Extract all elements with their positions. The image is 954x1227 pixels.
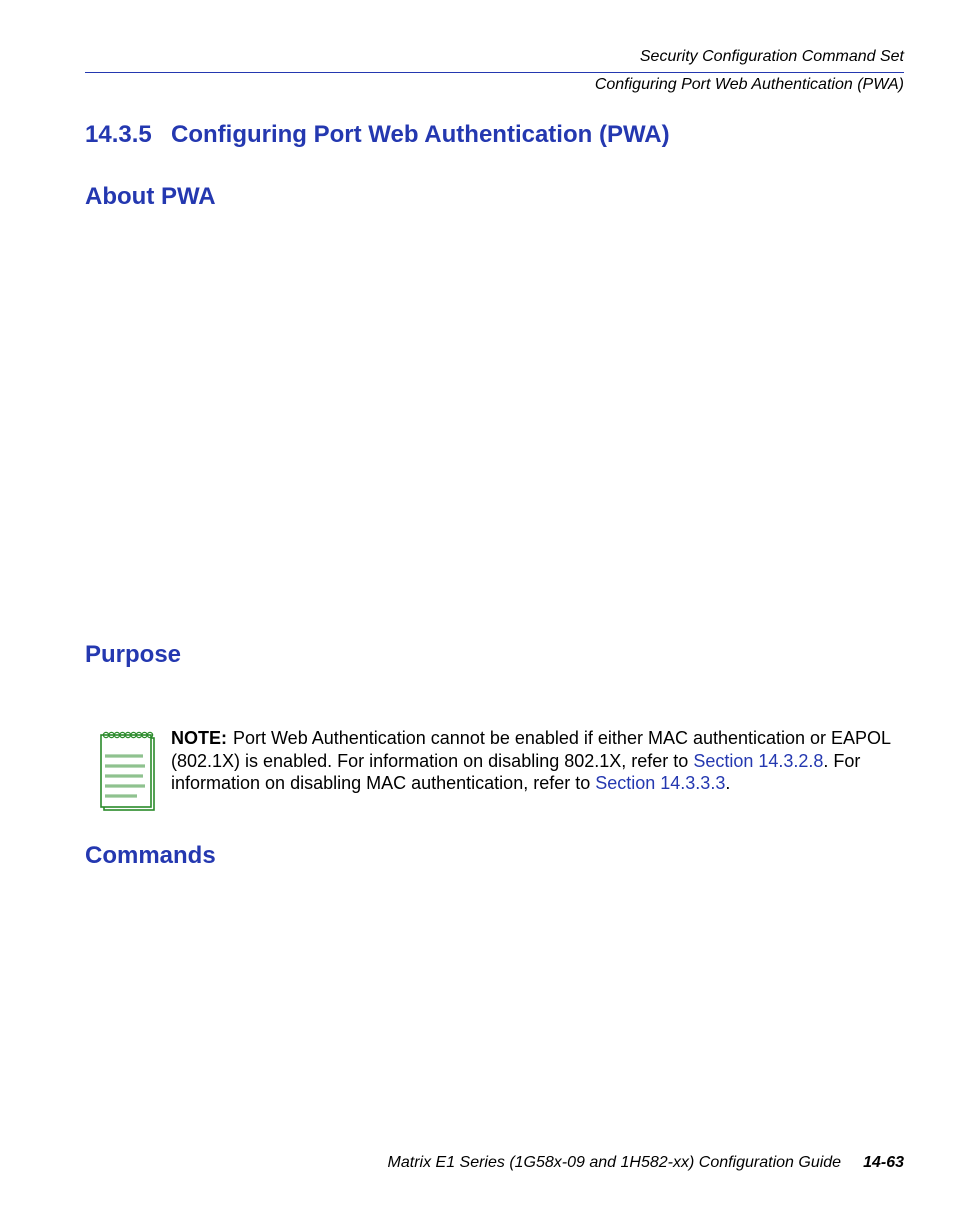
section-number: 14.3.5 bbox=[85, 121, 152, 148]
note-label: NOTE: bbox=[171, 728, 227, 748]
page-number: 14-63 bbox=[863, 1154, 904, 1171]
link-section-14-3-3-3[interactable]: Section 14.3.3.3 bbox=[595, 773, 726, 794]
note-text-2: . For information on disabling MAC authentication, refer to bbox=[171, 750, 861, 794]
link-section-14-3-2-8[interactable]: Section 14.3.2.8 bbox=[693, 750, 824, 771]
running-head-section: Configuring Port Web Authentication (PWA) bbox=[594, 76, 904, 93]
note-paragraph bbox=[171, 727, 891, 795]
note-text-1: Port Web Authentication cannot be enabled if either MAC authentication or EAPOL (802.1X) is enabled. For information on disabling 802.1X, refer to bbox=[171, 728, 891, 771]
heading-purpose: Purpose bbox=[85, 641, 182, 668]
note-icon bbox=[99, 729, 157, 811]
section-title-text: Configuring Port Web Authentication (PWA) bbox=[171, 121, 670, 148]
note-text-3: . bbox=[725, 773, 731, 794]
header-rule bbox=[85, 72, 904, 73]
heading-commands: Commands bbox=[85, 842, 216, 869]
footer-title: Matrix E1 Series (1G58x-09 and 1H582-xx) Configuration Guide bbox=[387, 1154, 842, 1171]
section-title bbox=[85, 123, 670, 147]
page-footer bbox=[388, 1155, 904, 1171]
running-head-chapter: Security Configuration Command Set bbox=[639, 48, 904, 65]
heading-about-pwa: About PWA bbox=[85, 183, 216, 210]
